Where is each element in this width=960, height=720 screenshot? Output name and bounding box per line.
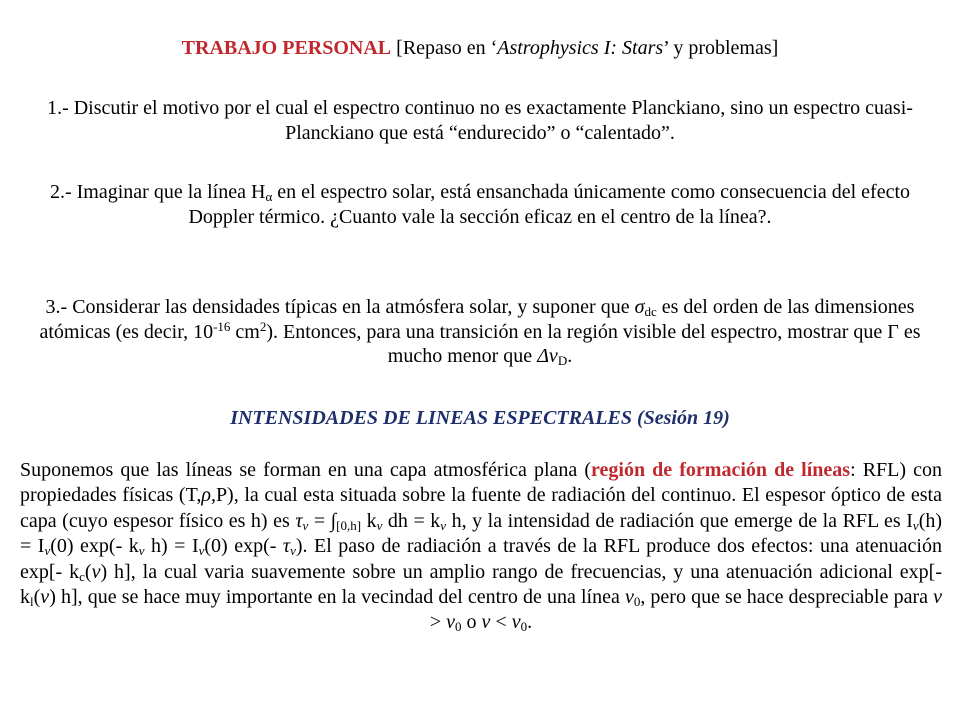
problem-3-text-d: ). Entonces, para una transición en la región visible del espectro, mostrar que xyxy=(266,320,888,343)
title-pre: [Repaso en ‘ xyxy=(391,37,498,59)
problem-2 xyxy=(20,180,940,229)
tau-symbol: τ xyxy=(295,509,303,532)
nu-symbol: ν xyxy=(933,586,942,609)
nu-subscript: ν xyxy=(44,543,51,559)
nu-subscript: ν xyxy=(440,517,447,533)
gamma-symbol: Γ xyxy=(887,320,899,343)
h-alpha-subscript: α xyxy=(265,189,273,204)
problem-2-text-b: en el espectro solar, está ensanchada únicamente como consecuencia del efecto Doppler térmico. ¿Cuanto vale la sección eficaz en el centro de la línea?. xyxy=(188,181,911,228)
problem-3-text-f: . xyxy=(567,345,573,367)
rho-symbol: ρ xyxy=(201,484,211,507)
exponent-minus16: -16 xyxy=(213,318,231,334)
body-text: (0) exp(- k xyxy=(50,535,139,558)
title-book: Astrophysics I: Stars xyxy=(497,37,664,59)
body-text: o xyxy=(461,611,482,634)
page-title xyxy=(20,36,940,61)
body-text: h, y la intensidad de radiación que emerge de la RFL es I xyxy=(446,509,913,532)
rfl-highlight: región de formación de líneas xyxy=(591,459,851,481)
zero-subscript: 0 xyxy=(520,619,528,635)
body-text: (h) = I xyxy=(20,509,943,558)
exponent-2: 2 xyxy=(259,318,267,334)
body-text: < xyxy=(490,611,512,634)
delta-nu-subscript: D xyxy=(557,353,568,368)
body-text: . xyxy=(527,611,533,634)
nu-subscript: ν xyxy=(912,517,919,533)
body-text: ,P), la cual esta situada sobre la fuente de radiación del continuo. El espesor óptico de esta capa (cuyo espesor físico es h) es xyxy=(20,484,942,532)
section-title: INTENSIDADES DE LINEAS ESPECTRALES (Sesión 19) xyxy=(230,407,730,429)
nu-subscript: ν xyxy=(138,543,145,559)
body-text: k xyxy=(361,509,377,532)
nu-symbol: ν xyxy=(511,611,521,634)
body-text: (0) exp(- xyxy=(204,535,283,558)
sigma-symbol: σ xyxy=(634,296,645,318)
body-text: > xyxy=(429,611,447,634)
body-text: ) h], que se hace muy importante en la vecindad del centro de una línea xyxy=(49,586,625,609)
nu-symbol: ν xyxy=(446,611,456,634)
body-text: = ∫ xyxy=(308,509,337,532)
body-text: ) h], la cual varia suavemente sobre un amplio rango de frecuencias, y una atenuación adicional exp[- k xyxy=(20,560,942,609)
body-text: , pero que se hace despreciable para xyxy=(640,586,934,609)
body-text: ( xyxy=(33,586,41,609)
body-text: ( xyxy=(84,560,92,583)
body-text: h) = I xyxy=(144,535,199,558)
problem-3-text-c: cm xyxy=(230,320,260,343)
nu-subscript: ν xyxy=(376,517,383,533)
problem-3-text-a: 3.- Considerar las densidades típicas en la atmósfera solar, y suponer que xyxy=(45,296,635,318)
problem-3-text-b: es del orden de las dimensiones atómicas (es decir, 10 xyxy=(39,296,915,343)
body-text: Suponemos que las líneas se forman en una capa atmosférica plana ( xyxy=(20,459,592,481)
nu-symbol: ν xyxy=(40,586,50,609)
nu-symbol: ν xyxy=(91,560,101,583)
title-post: ’ y problemas] xyxy=(663,37,779,59)
title-bold: TRABAJO PERSONAL xyxy=(181,37,392,59)
nu-symbol: ν xyxy=(481,611,491,634)
zero-subscript: 0 xyxy=(455,619,462,635)
c-subscript: c xyxy=(79,568,85,584)
tau-symbol: τ xyxy=(282,535,291,558)
body-paragraph xyxy=(20,458,942,636)
body-text: ). El paso de radiación a través de la RFL produce dos efectos: una atenuación exp[- k xyxy=(20,535,942,583)
delta-nu-symbol: Δν xyxy=(537,345,558,367)
sigma-subscript: dc xyxy=(644,304,657,319)
problem-2-text-a: 2.- Imaginar que la línea H xyxy=(49,181,266,203)
problem-3 xyxy=(20,295,940,369)
nu-subscript: ν xyxy=(302,517,309,533)
body-text: : RFL) con propiedades físicas (T, xyxy=(20,459,942,507)
nu-subscript: ν xyxy=(198,543,205,559)
problem-3-text-e: es mucho menor que xyxy=(387,320,921,367)
integral-subscript: [0,h] xyxy=(336,517,362,533)
nu-subscript: ν xyxy=(290,543,296,559)
nu-symbol: ν xyxy=(624,586,634,609)
problem-1: 1.- Discutir el motivo por el cual el espectro continuo no es exactamente Planckiano, sino un espectro cuasi-Planckiano que está “endurecido” o “calentado”. xyxy=(47,97,913,144)
zero-subscript: 0 xyxy=(633,594,641,610)
l-subscript: l xyxy=(30,594,34,610)
body-text: dh = k xyxy=(382,509,441,532)
